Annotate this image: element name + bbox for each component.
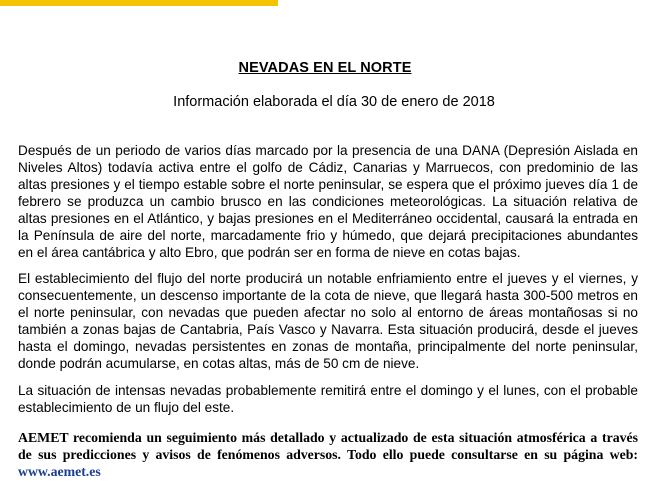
document-title: NEVADAS EN EL NORTE [238,60,412,76]
paragraph-2: El establecimiento del flujo del norte producirá un notable enfriamiento entre el jueves y el viernes, y consecuentemente, un descenso importante de la cota de nieve, que llegará hasta 300-500 metros en el norte peninsular, con nevadas que pueden afectar no solo al entorno de áreas montañosas si no también a zonas bajas de Cantabria, País Vasco y Navarra. Esta situación producirá, desde el jueves hasta el domingo, nevadas persistentes en zonas de montaña, principalmente del norte peninsular, donde podrán acumularse, en cotas altas, más de 50 cm de nieve. [18,271,638,371]
footer-notice [18,429,638,480]
aemet-website-link[interactable]: www.aemet.es [18,464,101,479]
date-line: Información elaborada el día 30 de enero de 2018 [173,94,495,110]
paragraph-3: La situación de intensas nevadas probablemente remitirá entre el domingo y el lunes, con el probable establecimiento de un flujo del este. [18,383,638,415]
footer-text: AEMET recomienda un seguimiento más detallado y actualizado de esta situación atmosférica a través de sus predicciones y avisos de fenómenos adversos. Todo ello puede consultarse en su página web: [18,430,638,462]
header-accent-bar [0,0,278,6]
paragraph-1: Después de un periodo de varios días marcado por la presencia de una DANA (Depresión Aislada en Niveles Altos) todavía activa entre el golfo de Cádiz, Canarias y Marruecos, con predominio de las altas presiones y el tiempo estable sobre el norte peninsular, se espera que el próximo jueves día 1 de febrero se produzca un cambio brusco en las condiciones meteorológicas. La situación relativa de altas presiones en el Atlántico, y bajas presiones en el Mediterráneo occidental, causará la entrada en la Península de aire del norte, marcadamente frio y húmedo, que dejará precipitaciones abundantes en el área cantábrica y alto Ebro, que podrán ser en forma de nieve en cotas bajas. [18,143,638,260]
